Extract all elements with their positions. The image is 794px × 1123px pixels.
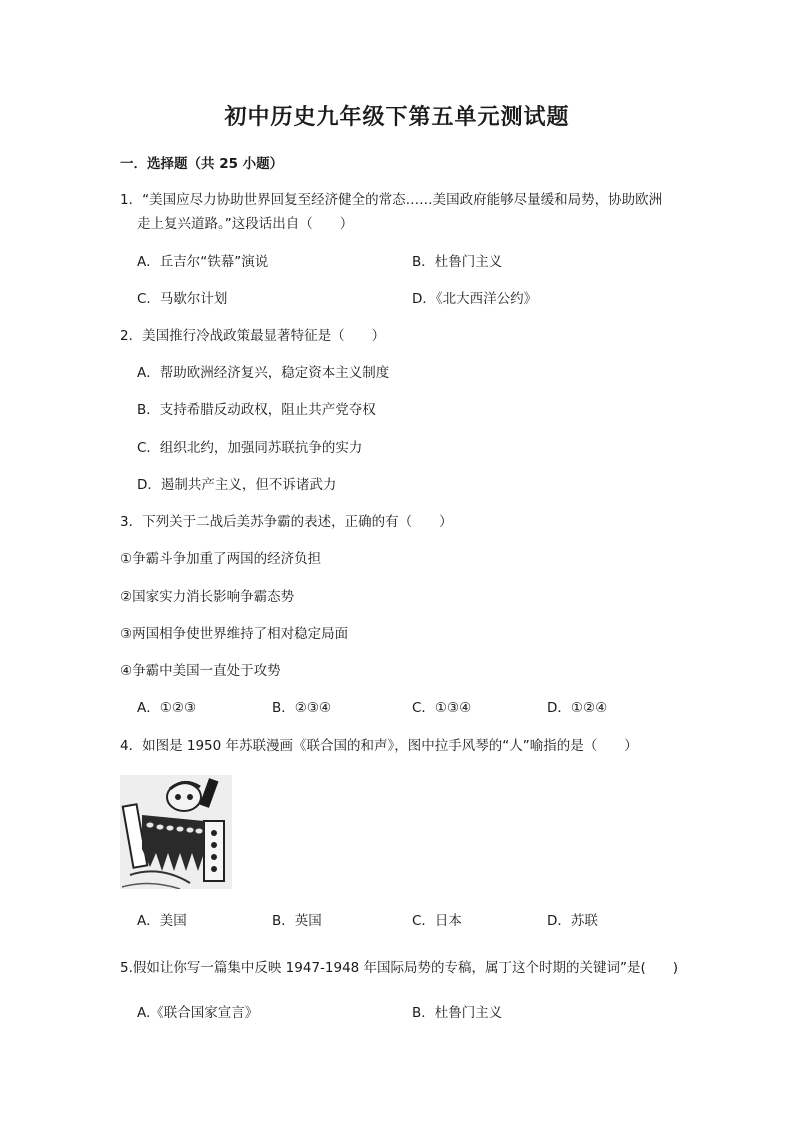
page-title: 初中历史九年级下第五单元测试题 [224, 104, 570, 130]
question-1-stem-line2: 走上复兴道路。”这段话出自（ ） [137, 216, 354, 232]
question-2-option-c: C．组织北约，加强同苏联抗争的实力 [137, 440, 363, 456]
question-3-option-c: C．①③④ [412, 700, 472, 716]
question-1-option-c: C．马歇尔计划 [137, 291, 228, 307]
question-3-item-1: ①争霸斗争加重了两国的经济负担 [120, 551, 322, 567]
cartoon-image [120, 775, 232, 889]
question-1-option-a: A．丘吉尔“铁幕”演说 [137, 254, 269, 270]
question-3-item-4: ④争霸中美国一直处于攻势 [120, 663, 281, 679]
question-2-stem: 2．美国推行冷战政策最显著特征是（ ） [120, 328, 386, 344]
question-4-stem: 4．如图是 1950 年苏联漫画《联合国的和声》，图中拉手风琴的“人”喻指的是（ ） [120, 738, 638, 754]
question-5-option-a: A.《联合国家宣言》 [137, 1005, 259, 1021]
question-2-option-b: B．支持希腊反动政权，阻止共产党夺权 [137, 402, 376, 418]
question-3-option-b: B．②③④ [272, 700, 332, 716]
question-3-item-3: ③两国相争使世界维持了相对稳定局面 [120, 626, 349, 642]
question-3-stem: 3．下列关于二战后美苏争霸的表述，正确的有（ ） [120, 514, 453, 530]
question-4-option-a: A．美国 [137, 913, 187, 929]
accordion-cartoon-illustration [120, 775, 232, 889]
question-4-option-d: D．苏联 [547, 913, 598, 929]
question-1-stem-line1: 1．“美国应尽力协助世界回复至经济健全的常态……美国政府能够尽量缓和局势，协助欧洲 [120, 192, 663, 208]
question-4-option-b: B．英国 [272, 913, 322, 929]
question-3-option-d: D．①②④ [547, 700, 608, 716]
question-3-option-a: A．①②③ [137, 700, 197, 716]
question-5-stem: 5.假如让你写一篇集中反映 1947-1948 年国际局势的专稿，属丁这个时期的关键词”是( ) [120, 960, 679, 976]
question-1-option-d: D．《北大西洋公约》 [412, 291, 538, 307]
question-5-option-b: B．杜鲁门主义 [412, 1005, 503, 1021]
question-4-option-c: C．日本 [412, 913, 462, 929]
question-2-option-a: A．帮助欧洲经济复兴，稳定资本主义制度 [137, 365, 390, 381]
question-1-option-b: B．杜鲁门主义 [412, 254, 503, 270]
question-2-option-d: D．遏制共产主义，但不诉诸武力 [137, 477, 337, 493]
question-3-item-2: ②国家实力消长影响争霸态势 [120, 589, 295, 605]
section-heading: 一．选择题（共 25 小题） [120, 156, 284, 172]
